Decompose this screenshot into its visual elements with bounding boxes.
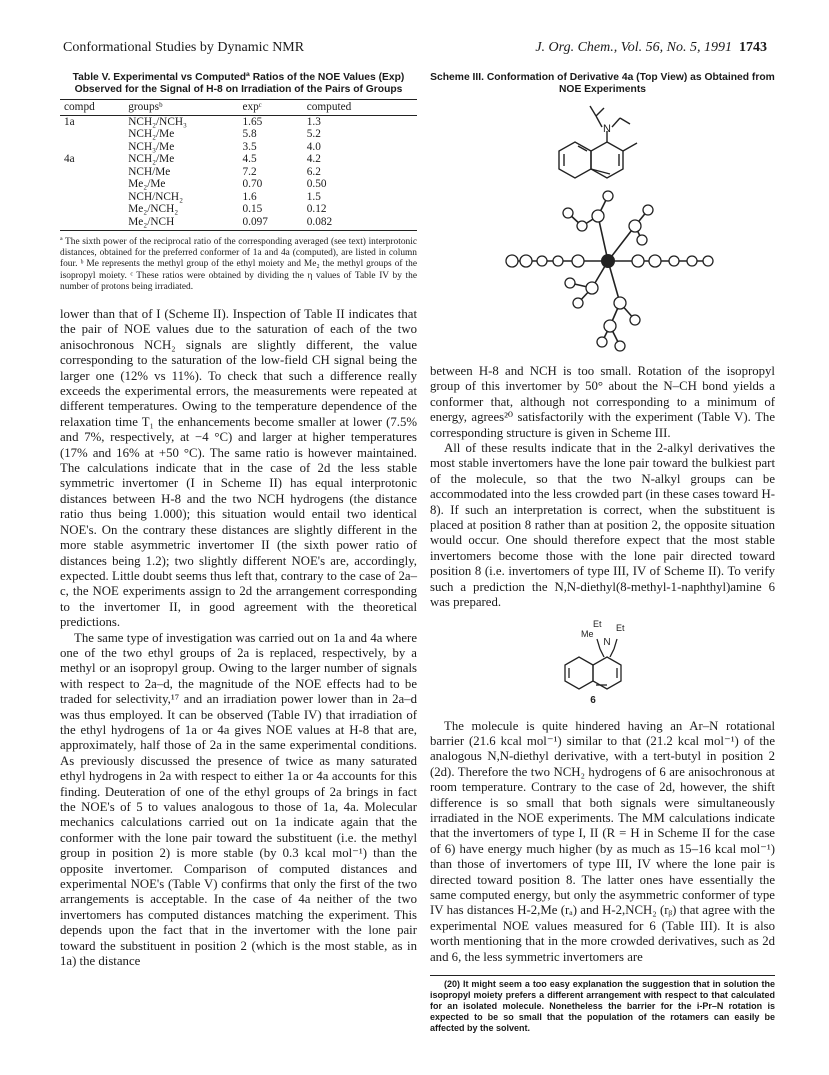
table-cell: 1.5	[306, 190, 321, 203]
table-cell: 0.097	[238, 216, 302, 231]
table-cell: 0.70	[242, 178, 263, 190]
table-cell	[60, 166, 124, 179]
table-cell	[60, 203, 124, 216]
table-cell: 0.12	[306, 203, 327, 215]
naphthylamine-skeleton	[559, 106, 637, 178]
table-caption: Table V. Experimental vs Computedª Ratios of the NOE Values (Exp) Observed for the Signal of H-8 on Irradiation of the Pairs of Groups	[72, 72, 405, 95]
central-nitrogen-atom	[601, 254, 615, 268]
table-cell: 0.15	[242, 203, 263, 215]
compound-6-structure	[430, 615, 775, 707]
compound-6-skeleton	[565, 636, 621, 689]
table-row	[60, 115, 417, 128]
table-row	[60, 141, 417, 154]
table-cell	[60, 216, 124, 231]
left-body-text	[60, 307, 417, 969]
table-cell: 4a	[64, 153, 75, 165]
paragraph: The molecule is quite hindered having an Ar–N rotational barrier (21.6 kcal mol⁻¹) similar to that (21.2 kcal mol⁻¹) of the analogous N,N-diethyl derivative, with a tert-butyl in position 2 (2d). Therefore the two NCH₂ hydrogens of 6 are anisochronous at room temperature. Contrary to the case of 2d, however, the shift difference is so small that both signals were simultaneously irradiated in the NOE experiments. The MM calculations indicate that the invertomers of type I, II (R = H in Scheme II for the case of 6) have energy much higher (by as much as 15–16 kcal mol⁻¹) than those of invertomers of type III, IV where the lone pair is directed toward position 8. The latter ones have essentially the same computed energy, but only the asymmetric conformer of type IV has distances H-2,Me (rₐ) and H-2,NCH₂ (rᵦ) that agree with the experimental NOE values measured for 6 (Table III). It is also worth mentioning that in the more crowded derivatives, such as 2d and 6, the less symmetric invertomers are	[430, 718, 775, 964]
table-cell: Me₂/Me	[128, 178, 166, 190]
table-cell	[60, 141, 124, 154]
table-cell: Me₂/NCH	[124, 216, 238, 231]
et-right-label: Et	[616, 622, 625, 633]
paragraph: between H-8 and NCH is too small. Rotation of the isopropyl group of this invertomer by 50° about the N–CH bond yields a conformer that, although not corresponding to a minimum of energy, agrees²⁰ satisfactorily with the experiment (Table V). The corresponding structure is given in Scheme III.	[430, 364, 775, 440]
table-cell: Me₂/NCH₂	[128, 203, 179, 215]
compound-number: 6	[590, 694, 596, 706]
table-cell: 5.2	[306, 128, 321, 140]
table-cell: NCH₂/NCH₃	[128, 115, 187, 128]
running-header-journal	[535, 40, 767, 56]
footnote-20	[430, 979, 775, 1034]
page-number: 1743	[739, 40, 767, 55]
paragraph: lower than that of I (Scheme II). Inspection of Table II indicates that the pair of NOE values due to the saturation of each of the two anisochronous NCH₂ signals are slightly different, the value corresponding to the saturation of the low-field CH signal being the larger one (12% vs 11%). To check that such a difference really exceeds the experimental errors, the measurements were repeated at different temperatures. Owing to the temperature dependence of the relaxation time T₁ the enhancements become smaller at lower (7.5% and 7%, respectively, at −4 °C) and larger at higher temperatures (17% and 16% at +50 °C). The same ratio is however maintained. The calculations indicate that in the case of 2d the less stable symmetric invertomer (I in Scheme II) has equal interprotonic distances between H-8 and the two NCH hydrogens (the distance ratio thus being 1.000); this situation would entail two identical NOE's. On the contrary these distances are slightly different in the more stable asymmetric invertomer II (the sixth power ratio of distances being 1.2); two slightly different NOE's are, accordingly, expected. Little doubt seems thus left that, contrary to the case of 2a–c, the NOE experiments assign to 2d the arrangement corresponding to the invertomer II, in good agreement with the theoretical predictions.	[60, 307, 417, 630]
col-header-compd: compd	[60, 100, 124, 116]
col-header-groups: groupsᵇ	[124, 100, 238, 116]
footnote-rule	[430, 975, 775, 976]
footnote-text: (20) It might seem a too easy explanation the suggestion that in solution the isopropyl moiety prefers a different arrangement with respect to that calculated for an isolated molecule. Nonetheless the barrier for the i-Pr–N rotation is expected to be so small that the population of the rotamers can easily be affected by the solvent.	[430, 979, 775, 1033]
paragraph: All of these results indicate that in the 2-alkyl derivatives the most stable invertomers have the lone pair toward the bulkiest part of the molecule, so that the two N-alkyl groups can be accommodated into the less crowded part (in these cases toward H-8). If such an interpretation is correct, when the substituent is placed at position 8 rather than at position 2, the opposite situation would occur. One should therefore expect that the most stable invertomers become those with the lone pair directed toward position 8 (i.e. invertomers of type III, IV of Scheme II). To verify such a prediction the N,N-diethyl(8-methyl-1-naphthyl)amine 6 was prepared.	[430, 441, 775, 610]
table-cell: NCH/NCH₂	[128, 190, 184, 203]
table-cell: 7.2	[242, 165, 257, 178]
table-cell: 3.5	[242, 140, 257, 153]
table-footnote: ª The sixth power of the reciprocal ratio of the corresponding averaged (see text) interprotonic distances, obtained for the preferred conformer of 1a and 4a (computed), are listed in column four. ᵇ Me represents the methyl group of the ethyl moiety and Me₂ the methyl groups of the isopropyl moiety. ᶜ These ratios were obtained by dividing the η values of Table IV by the number of protons being irradiated.	[60, 237, 417, 292]
table-cell: 0.50	[306, 178, 327, 190]
running-header-title: Conformational Studies by Dynamic NMR	[63, 40, 305, 55]
table-row	[60, 191, 417, 204]
table-cell: NCH₂/Me	[128, 128, 175, 140]
et-left-label: Et	[593, 618, 602, 629]
table-row	[60, 166, 417, 179]
table-cell: NCH₃/Me	[128, 140, 175, 153]
journal-citation: J. Org. Chem., Vol. 56, No. 5, 1991	[535, 40, 732, 55]
nitrogen-label: N	[603, 123, 611, 135]
right-body-text	[430, 364, 775, 611]
atoms	[506, 191, 713, 351]
table-cell	[60, 128, 124, 141]
scheme-caption: Scheme III. Conformation of Derivative 4a (Top View) as Obtained from NOE Experiments	[430, 72, 775, 95]
col-header-computed: computed	[303, 100, 417, 116]
table-cell: 1.6	[242, 190, 257, 203]
table-cell: 1.3	[306, 115, 321, 128]
right-column	[430, 72, 775, 1034]
left-column	[60, 72, 417, 969]
n-label: N	[603, 636, 611, 648]
table-cell	[60, 178, 124, 191]
table-cell: NCH₂/Me	[128, 153, 175, 165]
table-cell: 4.5	[242, 153, 257, 165]
table-row	[60, 216, 417, 231]
table-cell	[60, 191, 124, 204]
right-body-text-2	[430, 719, 775, 966]
table-cell: 6.2	[306, 165, 321, 178]
table-cell: NCH/Me	[128, 165, 171, 178]
table-cell: 4.2	[306, 153, 321, 165]
table-cell: 1.65	[242, 115, 263, 128]
paragraph: The same type of investigation was carried out on 1a and 4a where one of the two ethyl groups of 2a is replaced, respectively, by a methyl or an isopropyl group. Owing to the larger number of signals with respect to 2a–d, the magnitude of the NOE effects had to be traded for selectivity,¹⁷ and an irradiation power lower than in 2a–d was thus employed. It can be observed (Table IV) that irradiation of the ethyl hydrogens of 1a or 4a gives NOE values at H-8 that are, approximately, half those of 2a in the same experimental conditions. As previously discussed the presence of twice as many saturated ethyl hydrogens in 2a with respect to either 1a or 4a accounts for this finding. Deuteration of one of the ethyl groups of 2a brings in fact the NOE's of 5 to values analogous to those of 1a, 4a. Molecular mechanics calculations carried out on 1a indicate again that the conformer with the lone pair toward the substituent (i.e. the methyl group in position 2) is more stable (by 0.3 kcal mol⁻¹) than the opposite invertomer. Comparison of computed distances and experimental NOE's (Table V) confirms that only the first of the two arrangements is acceptable. In the case of 4a neither of the two invertomers has computed distances matching the experiment. This depends upon the fact that in the invertomer with the lone pair toward the substituent in position 2 (which is the most stable, as in 1a) the distance	[60, 630, 417, 969]
col-header-exp: expᶜ	[238, 100, 302, 116]
scheme-iii-diagram	[430, 98, 775, 360]
table-cell: 4.0	[306, 140, 321, 153]
table-row	[60, 203, 417, 216]
table-cell: 1a	[64, 115, 75, 128]
table-header-row	[60, 100, 417, 116]
table-v	[60, 99, 417, 231]
table-cell: 5.8	[242, 128, 257, 140]
table-row	[60, 153, 417, 166]
me-label: Me	[581, 628, 594, 639]
table-row	[60, 178, 417, 191]
table-row	[60, 128, 417, 141]
table-cell: 0.082	[303, 216, 417, 231]
